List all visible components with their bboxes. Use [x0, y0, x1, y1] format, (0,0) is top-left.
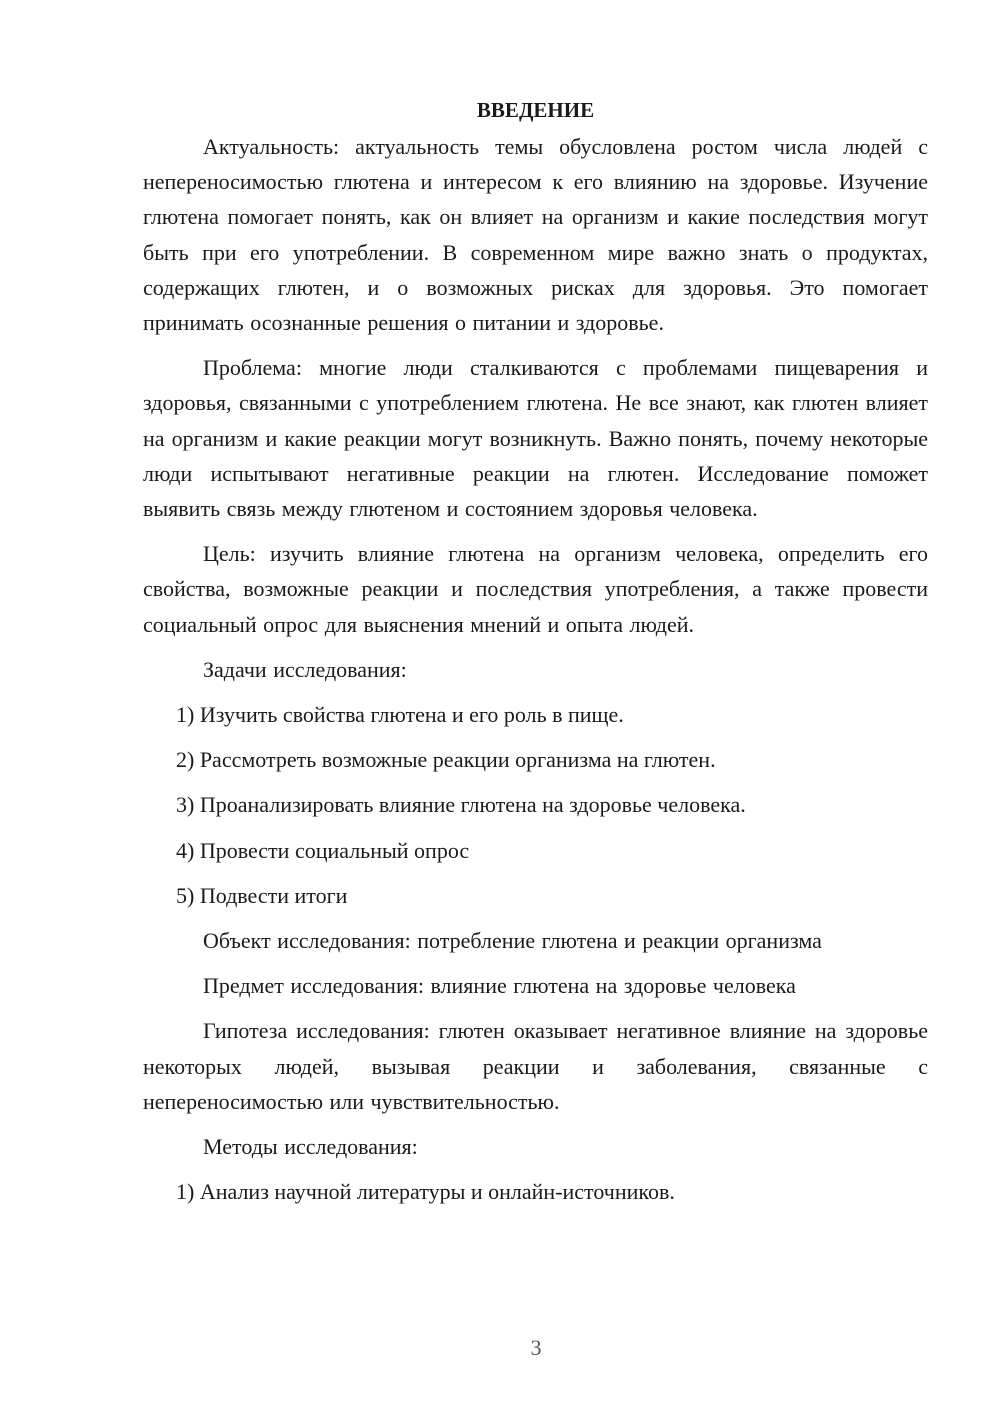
tasks-heading: Задачи исследования: — [203, 656, 407, 682]
goal-paragraph: Цель: изучить влияние глютена на организм человека, определить его свойства, возможные реакции и последствия употребления, а также провести социальный опрос для выяснения мнений и опыта людей. — [143, 541, 928, 637]
page-content — [143, 95, 928, 1219]
section-title: ВВЕДЕНИЕ — [476, 98, 595, 122]
task-item: 3) Проанализировать влияние глютена на здоровье человека. — [176, 792, 746, 818]
methods-heading: Методы исследования: — [203, 1134, 418, 1160]
task-item: 4) Провести социальный опрос — [176, 837, 470, 863]
page-number: 3 — [530, 1335, 542, 1360]
task-item: 5) Подвести итоги — [176, 882, 348, 908]
methods-list — [143, 1174, 928, 1209]
object-paragraph: Объект исследования: потребление глютена и реакции организма — [203, 928, 822, 954]
task-item: 1) Изучить свойства глютена и его роль в пище. — [176, 702, 624, 728]
hypothesis-paragraph: Гипотеза исследования: глютен оказывает негативное влияние на здоровье некоторых людей, вызывая реакции и заболевания, связанные с непереносимостью или чувствительностью. — [143, 1018, 928, 1114]
tasks-list — [143, 697, 928, 913]
method-item: 1) Анализ научной литературы и онлайн-источников. — [176, 1179, 675, 1205]
problem-paragraph: Проблема: многие люди сталкиваются с проблемами пищеварения и здоровья, связанными с употреблением глютена. Не все знают, как глютен влияет на организм и какие реакции могут возникнуть. Важно понять, почему некоторые люди испытывают негативные реакции на глютен. Исследование поможет выявить связь между глютеном и состоянием здоровья человека. — [143, 355, 928, 522]
relevance-paragraph: Актуальность: актуальность темы обусловлена ростом числа людей с непереносимостью глютена и интересом к его влиянию на здоровье. Изучение глютена помогает понять, как он влияет на организм и какие последствия могут быть при его употреблении. В современном мире важно знать о продуктах, содержащих глютен, и о возможных рисках для здоровья. Это помогает принимать осознанные решения о питании и здоровье. — [143, 134, 928, 336]
task-item: 2) Рассмотреть возможные реакции организма на глютен. — [176, 747, 716, 773]
subject-paragraph: Предмет исследования: влияние глютена на здоровье человека — [203, 973, 796, 999]
